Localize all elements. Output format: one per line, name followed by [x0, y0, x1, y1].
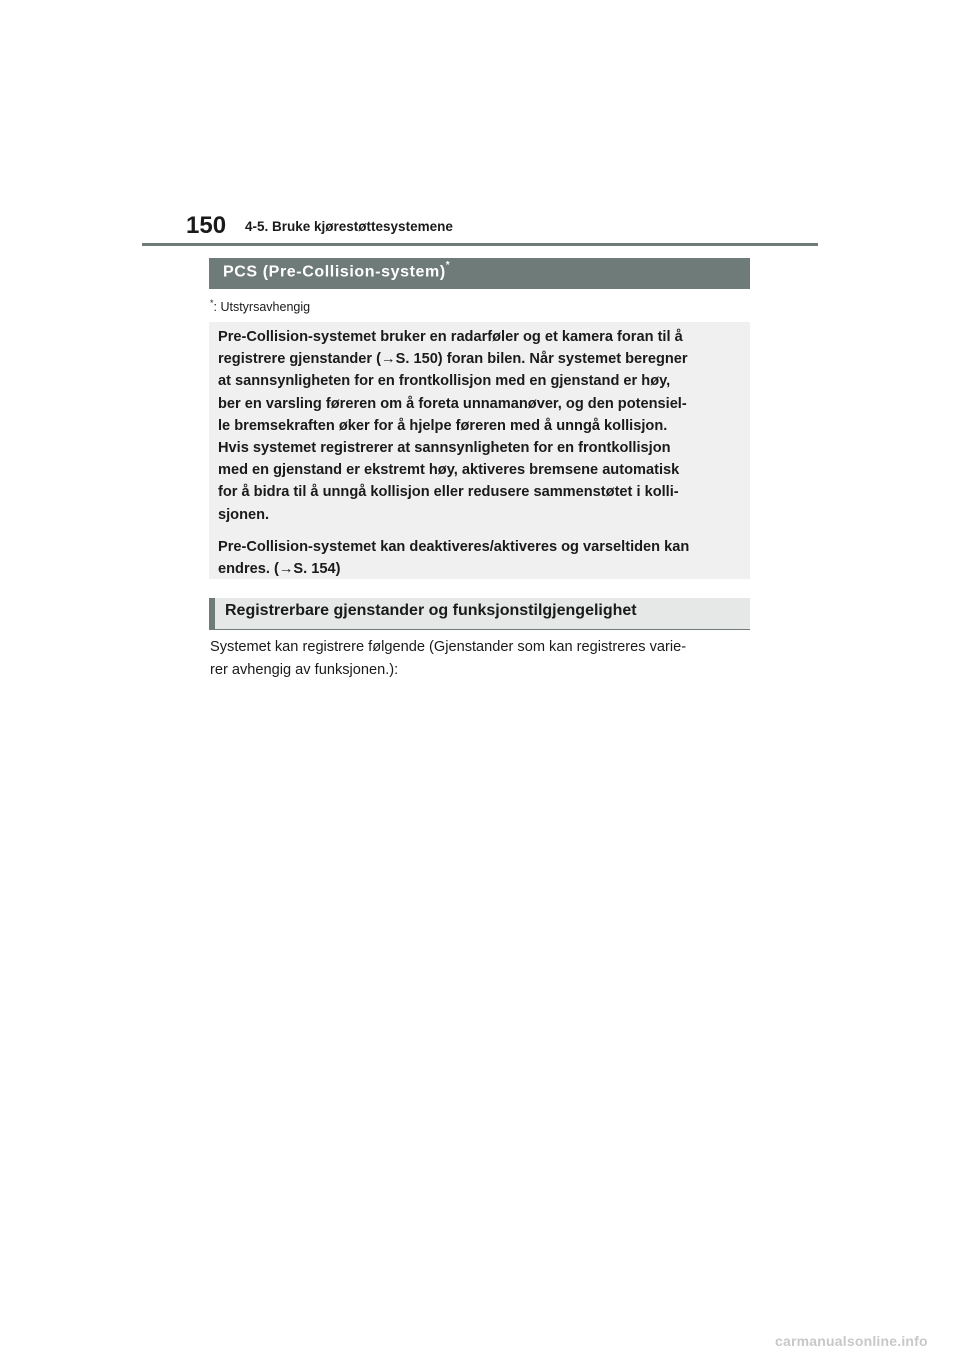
body-paragraph	[210, 636, 755, 682]
summary-line: sjonen.	[218, 506, 270, 523]
summary-line: Pre-Collision-systemet bruker en radarføler og et kamera foran til å	[218, 329, 683, 345]
summary-box	[209, 322, 750, 579]
section-heading	[209, 258, 750, 289]
footnote-text: : Utstyrsavhengig	[213, 300, 311, 315]
subsection-accent-bar	[209, 598, 215, 629]
body-line: Systemet kan registrere følgende (Gjenstander som kan registreres varie-	[210, 639, 687, 655]
equipment-footnote	[210, 298, 310, 314]
summary-line: endres. (→S. 154)	[218, 561, 341, 578]
body-line: rer avhengig av funksjonen.):	[210, 662, 399, 678]
summary-line: Hvis systemet registrerer at sannsynligheten for en frontkollisjon	[218, 440, 671, 457]
footnote-marker: *	[210, 298, 214, 308]
summary-line: le bremsekraften øker for å hjelpe føreren med å unngå kollisjon.	[218, 417, 668, 434]
summary-line: for å bidra til å unngå kollisjon eller redusere sammenstøtet i kolli-	[218, 484, 679, 501]
summary-line: registrere gjenstander (→S. 150) foran bilen. Når systemet beregner	[218, 351, 688, 368]
summary-line: Pre-Collision-systemet kan deaktiveres/aktiveres og varseltiden kan	[218, 538, 690, 555]
summary-line: at sannsynligheten for en frontkollisjon med en gjenstand er høy,	[218, 373, 671, 390]
summary-line: med en gjenstand er ekstremt høy, aktiveres bremsene automatisk	[218, 462, 680, 479]
header-divider	[142, 243, 818, 246]
section-heading-marker: *	[445, 260, 451, 271]
subsection-heading	[209, 598, 750, 630]
section-heading-text: PCS (Pre-Collision-system)	[223, 263, 446, 281]
watermark: carmanualsonline.info	[775, 1333, 928, 1349]
summary-line: ber en varsling føreren om å foreta unnamanøver, og den potensiel-	[218, 395, 687, 412]
subsection-heading-text: Registrerbare gjenstander og funksjonstilgjengelighet	[225, 602, 637, 619]
page-number: 150	[186, 212, 227, 239]
chapter-title: 4-5. Bruke kjørestøttesystemene	[245, 219, 453, 234]
